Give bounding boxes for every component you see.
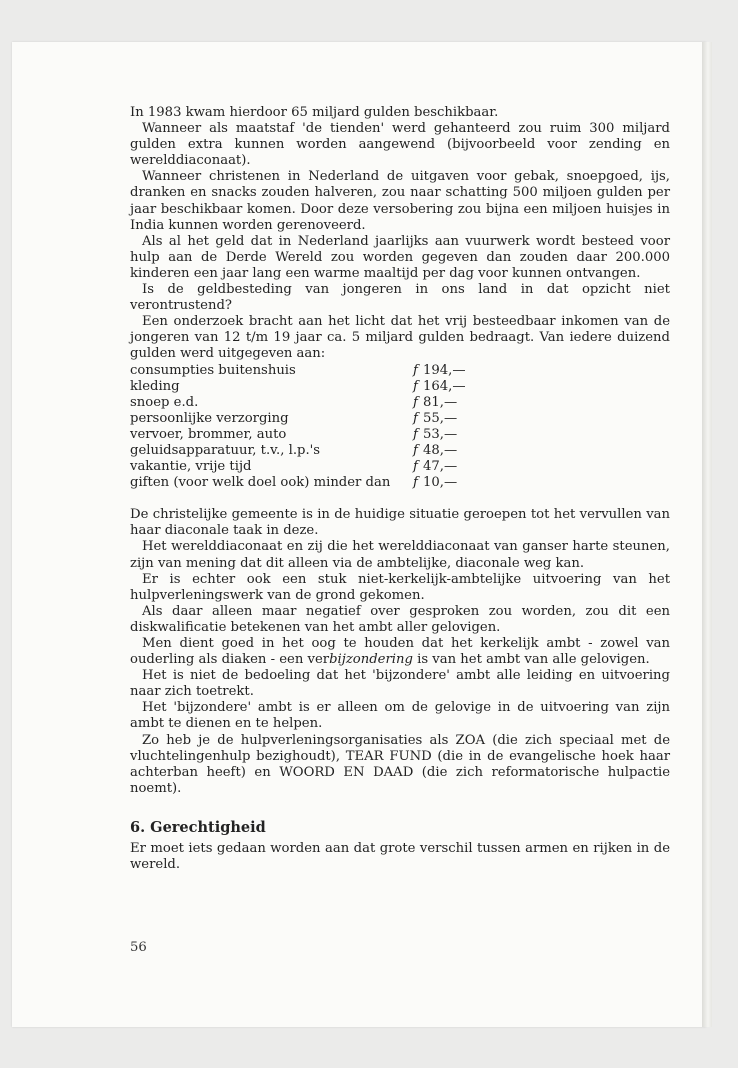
amount-cell: 10,— <box>423 475 458 491</box>
amount-cell: 53,— <box>423 426 458 442</box>
currency-cell: f <box>413 459 418 475</box>
amount-cell: 194,— <box>423 362 466 378</box>
emphasis-text: bijzondering <box>329 652 413 668</box>
paragraph: Een onderzoek bracht aan het licht dat het vrij besteedbaar inkomen van de jongeren van 12 t/m 19 jaar ca. 5 miljard gulden bedraagt. Van iedere duizend gulden werd uitgegeven aan: <box>130 314 670 362</box>
paragraph-text: is van het ambt van alle gelovigen. <box>412 652 650 668</box>
paragraph-text: Men dient goed in het oog te houden dat het kerkelijk ambt - zowel van ouderling als diaken - een ver <box>130 636 670 668</box>
section-heading: 6. Gerechtigheid <box>130 818 266 836</box>
table-row <box>130 427 473 443</box>
category-cell: consumpties buitenshuis <box>130 362 296 378</box>
category-cell: giften (voor welk doel ook) minder dan <box>130 475 391 491</box>
table-row <box>130 459 473 475</box>
currency-cell: f <box>413 442 418 458</box>
currency-cell: f <box>413 426 418 442</box>
page-number: 56 <box>130 940 147 955</box>
paragraph: De christelijke gemeente is in de huidige situatie geroepen tot het vervullen van haar diaconale taak in deze. <box>130 507 670 539</box>
table-row <box>130 379 473 395</box>
category-cell: persoonlijke verzorging <box>130 410 289 426</box>
spending-table <box>130 363 473 492</box>
paragraph: Als daar alleen maar negatief over gesproken zou worden, zou dit een diskwalificatie betekenen van het ambt aller gelovigen. <box>130 603 670 635</box>
amount-cell: 164,— <box>423 378 466 394</box>
currency-cell: f <box>413 362 418 378</box>
paragraph: Het is niet de bedoeling dat het 'bijzondere' ambt alle leiding en uitvoering naar zich toetrekt. <box>130 668 670 700</box>
paragraph: Het 'bijzondere' ambt is er alleen om de gelovige in de uitvoering van zijn ambt te dienen en te helpen. <box>130 700 670 732</box>
category-cell: kleding <box>130 378 180 394</box>
paragraph: Er moet iets gedaan worden aan dat grote verschil tussen armen en rijken in de wereld. <box>130 840 670 873</box>
paragraph: Er is echter ook een stuk niet-kerkelijk-ambtelijke uitvoering van het hulpverleningswerk van de grond gekomen. <box>130 571 670 603</box>
page-body <box>130 105 670 873</box>
category-cell: vakantie, vrije tijd <box>130 459 252 475</box>
currency-cell: f <box>413 475 418 491</box>
currency-cell: f <box>413 394 418 410</box>
paragraph: Als al het geld dat in Nederland jaarlijks aan vuurwerk wordt besteed voor hulp aan de Derde Wereld zou worden gegeven dan zouden daar 200.000 kinderen een jaar lang een warme maaltijd per dag voor kunnen ontvangen. <box>130 233 670 281</box>
paragraph: Wanneer christenen in Nederland de uitgaven voor gebak, snoepgoed, ijs, dranken en snacks zouden halveren, zou naar schatting 500 miljoen gulden per jaar beschikbaar komen. Door deze versobering zou bijna een miljoen huisjes in India kunnen worden gerenoveerd. <box>130 169 670 233</box>
paragraph: Wanneer als maatstaf 'de tienden' werd gehanteerd zou ruim 300 miljard gulden extra kunnen worden aangewend (bijvoorbeeld voor zending en werelddiaconaat). <box>130 121 670 169</box>
book-spine <box>702 42 712 1027</box>
table-row <box>130 363 473 379</box>
category-cell: geluidsapparatuur, t.v., l.p.'s <box>130 442 321 458</box>
table-row <box>130 395 473 411</box>
amount-cell: 81,— <box>423 394 458 410</box>
paragraph: Het werelddiaconaat en zij die het werelddiaconaat van ganser harte steunen, zijn van mening dat dit alleen via de ambtelijke, diaconale weg kan. <box>130 539 670 571</box>
spacer <box>130 491 670 507</box>
table-row <box>130 475 473 491</box>
paragraph-ambt <box>130 636 670 668</box>
amount-cell: 47,— <box>423 459 458 475</box>
category-cell: snoep e.d. <box>130 394 199 410</box>
currency-cell: f <box>413 410 418 426</box>
table-row <box>130 443 473 459</box>
currency-cell: f <box>413 378 418 394</box>
spacer <box>130 797 670 819</box>
amount-cell: 55,— <box>423 410 458 426</box>
paragraph: Zo heb je de hulpverleningsorganisaties als ZOA (die zich speciaal met de vluchtelingenhulp bezighoudt), TEAR FUND (die in de evangelische hoek haar achterban heeft) en WOORD EN DAAD (die zich reformatorische hulpactie noemt). <box>130 732 670 796</box>
paragraph: Is de geldbesteding van jongeren in ons land in dat opzicht niet verontrustend? <box>130 282 670 314</box>
table-row <box>130 411 473 427</box>
paragraph: In 1983 kwam hierdoor 65 miljard gulden beschikbaar. <box>130 105 499 120</box>
category-cell: vervoer, brommer, auto <box>130 426 287 442</box>
amount-cell: 48,— <box>423 442 458 458</box>
